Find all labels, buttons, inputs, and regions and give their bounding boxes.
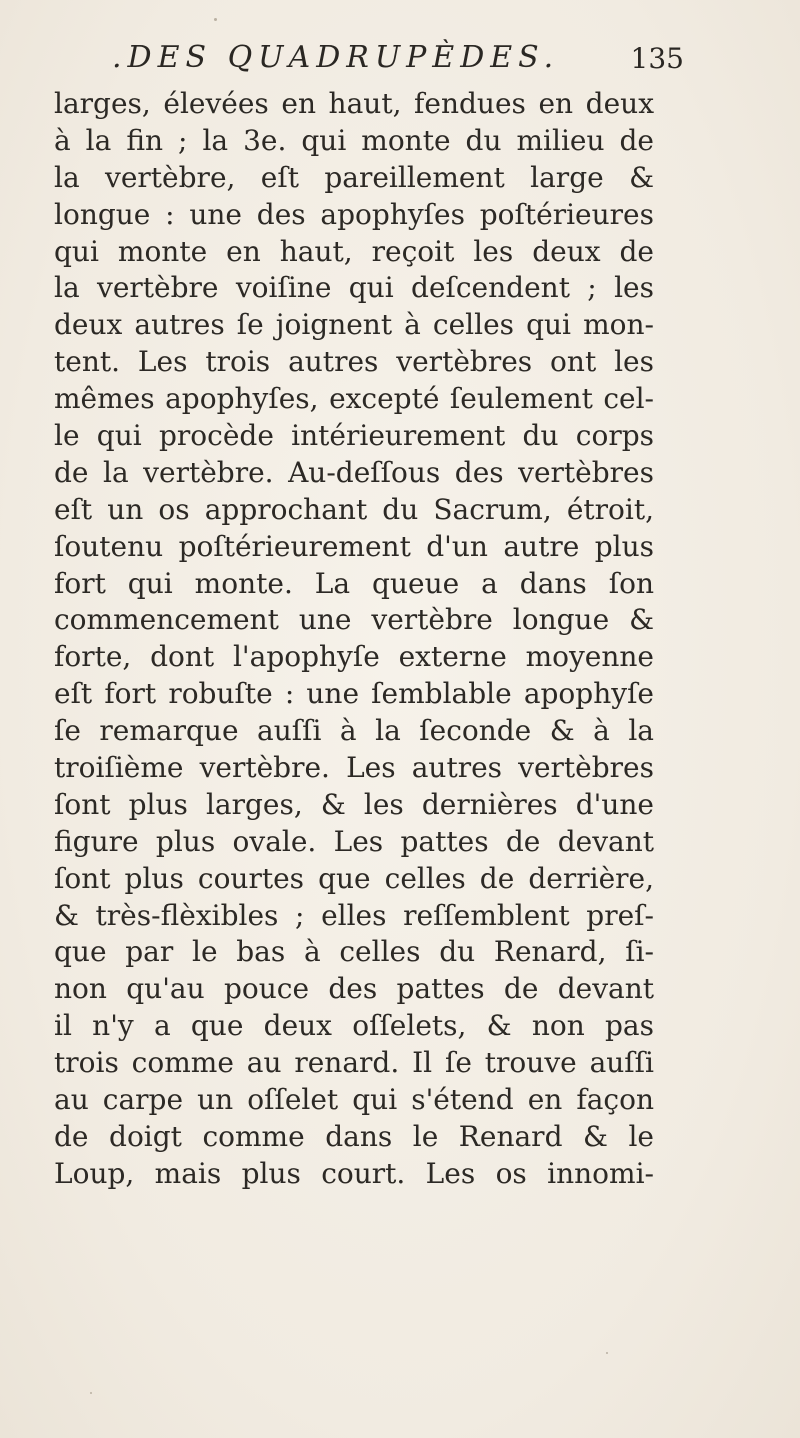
- text-line: que par le bas à celles du Renard, ſi-: [54, 935, 654, 969]
- text-line: il n'y a que deux oſſelets, & non pas: [54, 1009, 654, 1043]
- text-line: & très-flèxibles ; elles reſſemblent preſ-: [54, 898, 654, 932]
- text-line: forte, dont l'apophyſe externe moyenne: [54, 640, 654, 674]
- text-line: au carpe un oſſelet qui s'étend en façon: [54, 1083, 654, 1117]
- text-line: de la vertèbre. Au-deſſous des vertèbres: [54, 455, 654, 489]
- text-line: à la fin ; la 3e. qui monte du milieu de: [54, 123, 654, 157]
- text-line: ſe remarque auſſi à la ſeconde & à la: [54, 714, 654, 748]
- paper-speck: [606, 1352, 608, 1354]
- text-line: eſt fort robuſte : une ſemblable apophyſe: [54, 677, 654, 711]
- text-line: ſont plus courtes que celles de derrière,: [54, 861, 654, 895]
- text-line: figure plus ovale. Les pattes de devant: [54, 824, 654, 858]
- text-line: larges, élevées en haut, fendues en deux: [54, 87, 654, 120]
- text-line: la vertèbre, eſt pareillement large &: [54, 160, 654, 194]
- text-line: Loup, mais plus court. Les os innomi-: [54, 1156, 654, 1190]
- text-line: commencement une vertèbre longue &: [54, 603, 654, 637]
- body-text: [54, 86, 654, 1193]
- text-line: tent. Les trois autres vertèbres ont les: [54, 345, 654, 379]
- page-header: [112, 40, 684, 88]
- paper-speck: [90, 1392, 92, 1394]
- text-line: troiſième vertèbre. Les autres vertèbres: [54, 751, 654, 785]
- text-line: la vertèbre voiſine qui deſcendent ; les: [54, 271, 654, 305]
- text-line: mêmes apophyſes, excepté ſeulement cel-: [54, 382, 654, 416]
- text-line: ſont plus larges, & les dernières d'une: [54, 787, 654, 821]
- page-number: 135: [630, 42, 684, 75]
- text-line: deux autres ſe joignent à celles qui mon-: [54, 308, 654, 342]
- text-line: non qu'au pouce des pattes de devant: [54, 972, 654, 1006]
- text-line: trois comme au renard. Il ſe trouve auſſi: [54, 1046, 654, 1080]
- text-line: le qui procède intérieurement du corps: [54, 419, 654, 453]
- running-title: .DES QUADRUPÈDES.: [112, 40, 560, 75]
- text-line: de doigt comme dans le Renard & le: [54, 1119, 654, 1153]
- text-line: longue : une des apophyſes poſtérieures: [54, 197, 654, 231]
- text-line: ſoutenu poſtérieurement d'un autre plus: [54, 529, 654, 563]
- text-line: fort qui monte. La queue a dans ſon: [54, 566, 654, 600]
- text-line: eſt un os approchant du Sacrum, étroit,: [54, 492, 654, 526]
- paper-speck: [214, 18, 217, 21]
- text-line: qui monte en haut, reçoit les deux de: [54, 234, 654, 268]
